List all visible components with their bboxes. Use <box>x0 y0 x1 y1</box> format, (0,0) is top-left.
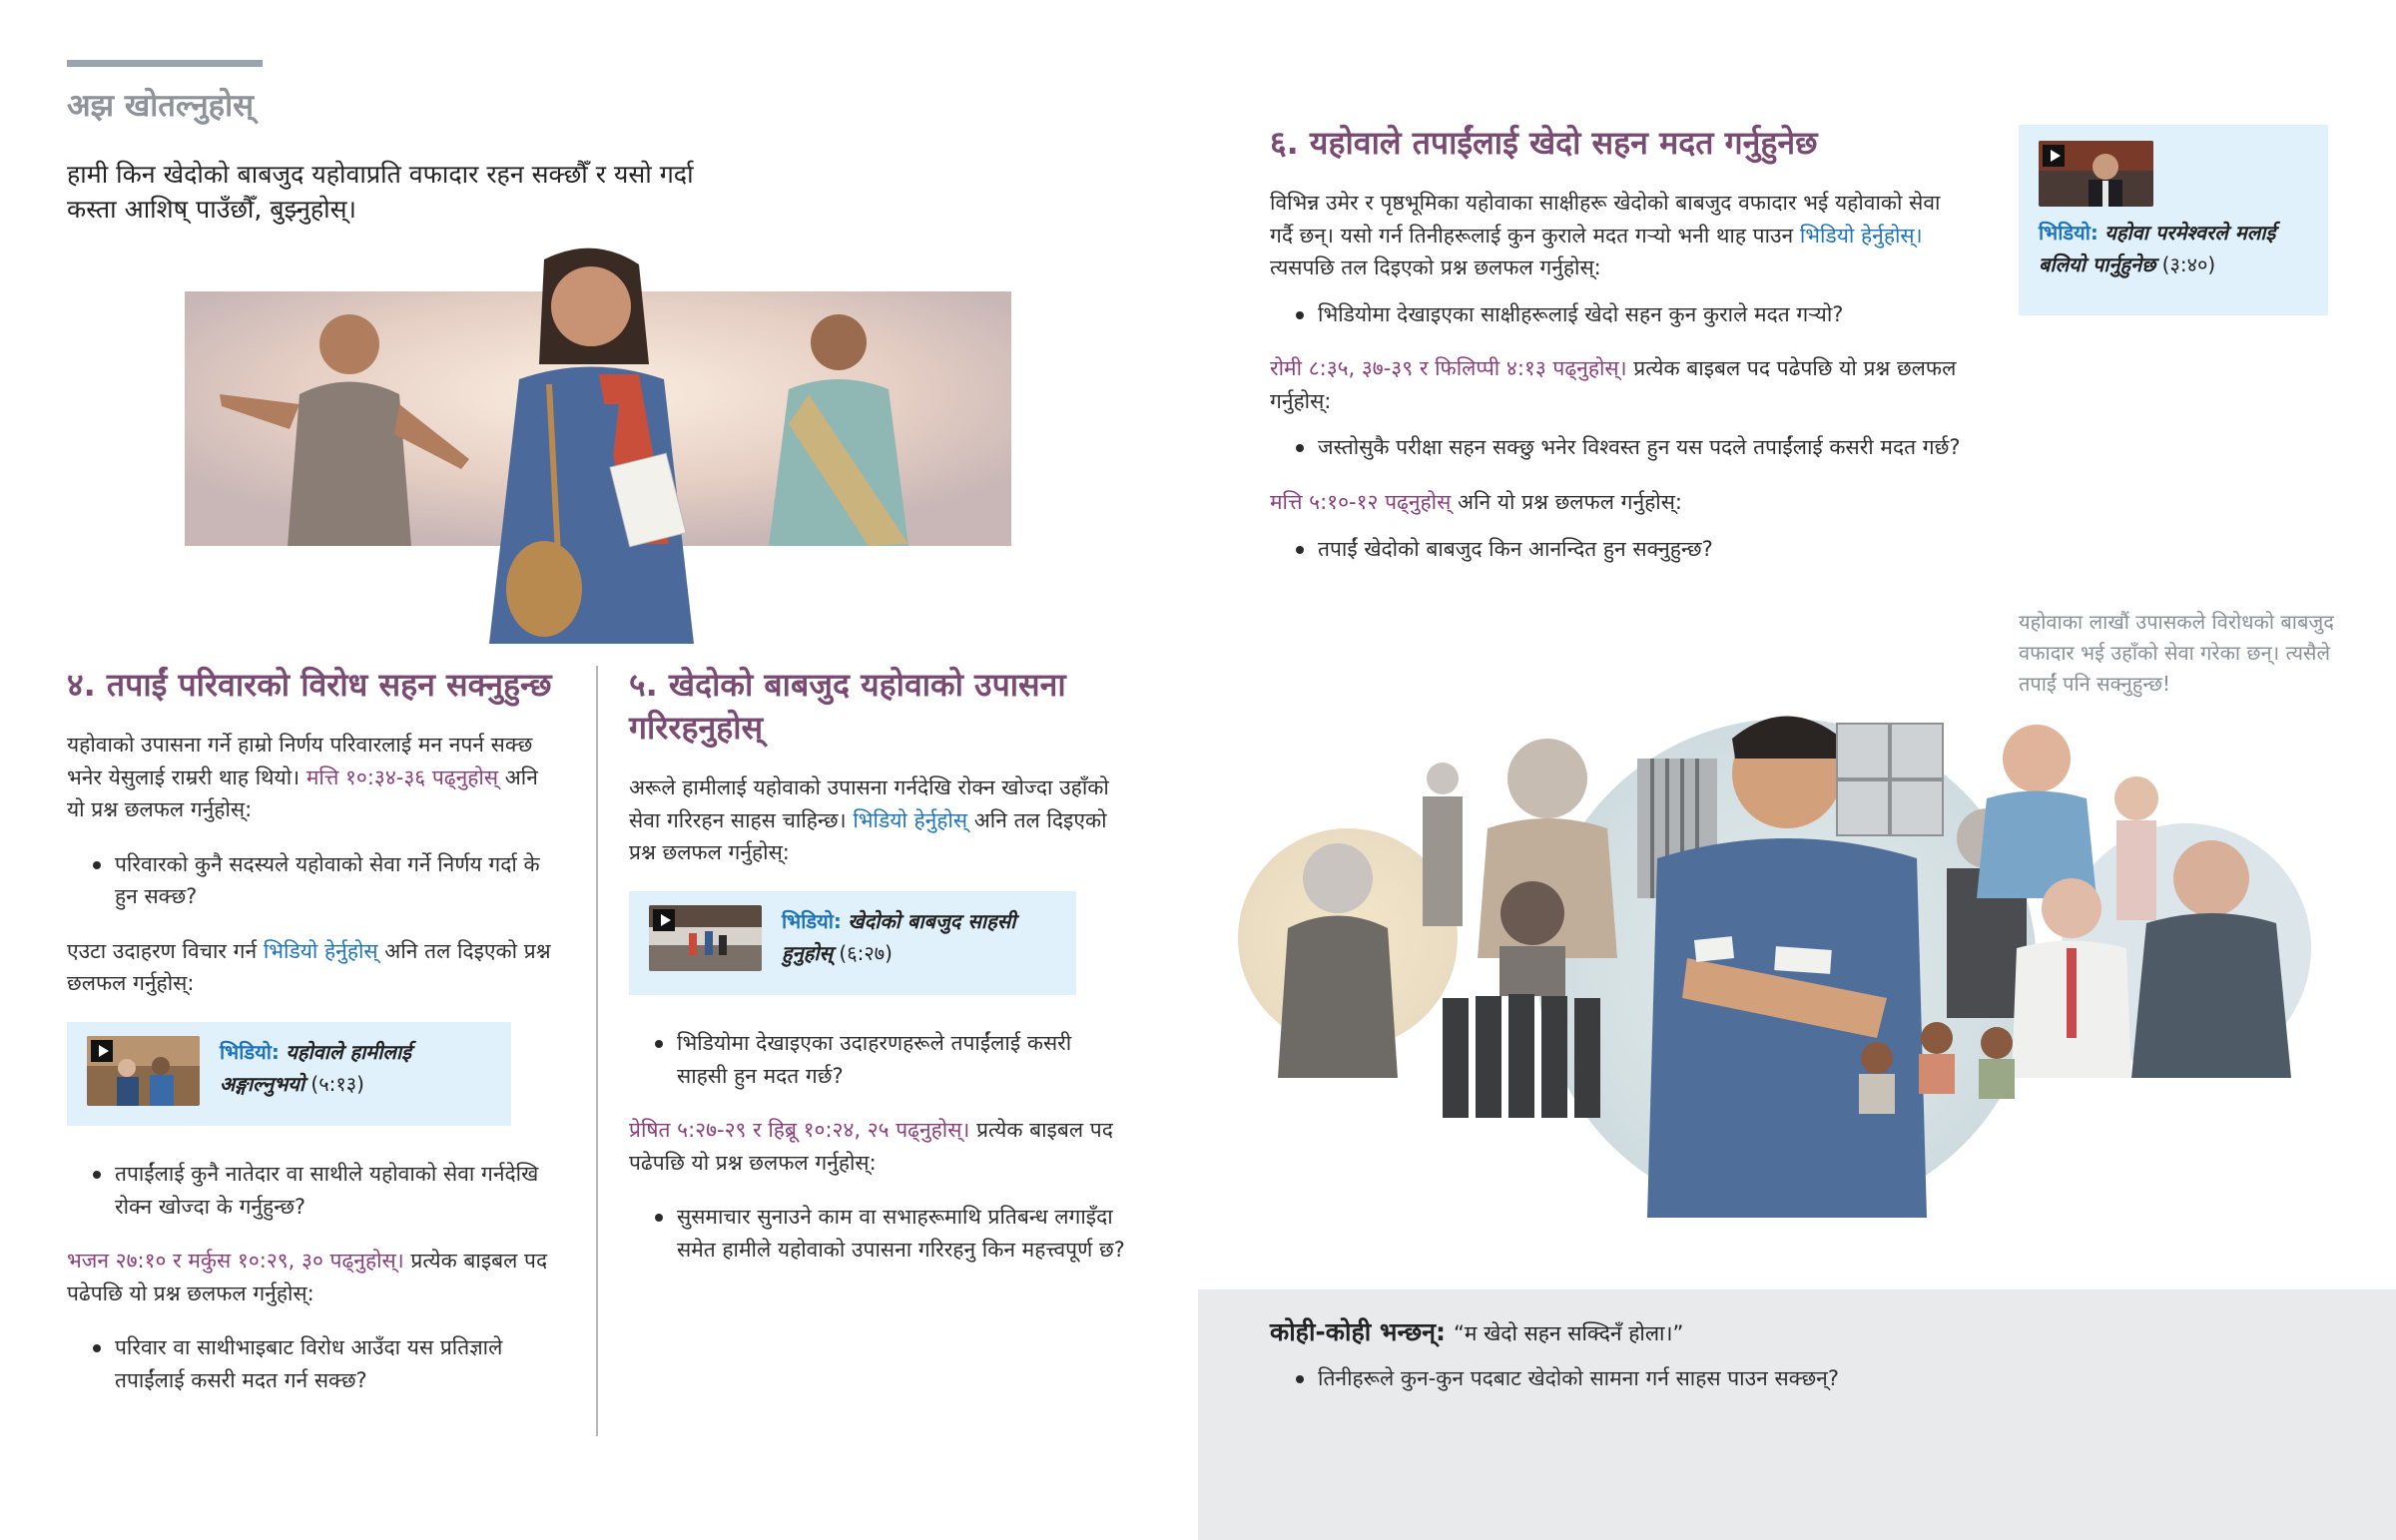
section-6-title: ६. यहोवाले तपाईंलाई खेदो सहन मदत गर्नुहुनेछ <box>1270 124 1818 162</box>
question-item: जस्तोसुकै परीक्षा सहन सक्छु भनेर विश्वस्त हुन यस पदले तपाईंलाई कसरी मदत गर्छ? <box>1270 431 1969 464</box>
video-thumbnail[interactable] <box>87 1036 200 1106</box>
scripture-link[interactable]: मत्ति ५:१०-१२ पढ्नुहोस् <box>1270 490 1452 515</box>
play-icon[interactable] <box>91 1040 113 1062</box>
question-item: परिवार वा साथीभाइबाट विरोध आउँदा यस प्रतिज्ञाले तपाईंलाई कसरी मदत गर्न सक्छ? <box>67 1331 561 1396</box>
play-icon[interactable] <box>2043 145 2065 167</box>
objection-question-wrap <box>1270 1362 2268 1395</box>
section-5-paragraph-1: अरूले हामीलाई यहोवाको उपासना गर्नदेखि रोक्न खोज्दा उहाँको सेवा गरिरहन साहस चाहिन्छ। भिडियो हेर्नुहोस् अनि तल दिइएको प्रश्न छलफल गर्नुहोस्: <box>629 775 1109 865</box>
faithful-witnesses-collage <box>1228 699 2356 1218</box>
video-label: भिडियो: <box>782 909 842 934</box>
question-item: तपाईंलाई कुनै नातेदार वा साथीले यहोवाको सेवा गर्नदेखि रोक्न खोज्दा के गर्नुहुन्छ? <box>67 1158 561 1223</box>
section-5 <box>629 664 1128 1266</box>
section-kicker: अझ खोतल्नुहोस् <box>67 88 255 124</box>
section-6 <box>1270 122 1969 565</box>
section-5-paragraph-2: प्रेषित ५:२७-२९ र हिब्रू १०:२४, २५ पढ्नुहोस्। प्रत्येक बाइबल पद पढेपछि यो प्रश्न छलफल गर्नुहोस्: <box>629 1118 1113 1175</box>
scripture-link[interactable]: प्रेषित ५:२७-२९ र हिब्रू १०:२४, २५ पढ्नुहोस्। <box>629 1118 970 1143</box>
scripture-link[interactable]: भजन २७:१० र मर्कुस १०:२९, ३० पढ्नुहोस्। <box>67 1249 404 1274</box>
question-item: भिडियोमा देखाइएका उदाहरणहरूले तपाईंलाई कसरी साहसी हुन मदत गर्छ? <box>629 1027 1128 1092</box>
video-duration: (६:२७) <box>839 941 893 966</box>
video-box[interactable] <box>67 1022 511 1126</box>
caption-note: यहोवाका लाखौं उपासकले विरोधको बाबजुद वफादार भई उहाँको सेवा गरेका छन्। त्यसैले तपाईं पनि सक्नुहुन्छ! <box>2019 610 2334 696</box>
section-5-title: ५. खेदोको बाबजुद यहोवाको उपासना गरिरहनुहोस् <box>629 666 1066 748</box>
question-item: भिडियोमा देखाइएका साक्षीहरूलाई खेदो सहन कुन कुराले मदत गऱ्यो? <box>1270 298 1969 331</box>
video-link[interactable]: भिडियो हेर्नुहोस् <box>263 938 378 963</box>
question-item: तिनीहरूले कुन-कुन पदबाट खेदोको सामना गर्न साहस पाउन सक्छन्? <box>1270 1362 2268 1395</box>
video-link[interactable]: भिडियो हेर्नुहोस् <box>853 807 968 832</box>
video-box[interactable] <box>629 891 1076 995</box>
video-title[interactable]: खेदोको बाबजुद साहसी हुनुहोस् <box>782 909 1016 966</box>
header-rule <box>67 60 263 67</box>
section-4-title: ४. तपाईं परिवारको विरोध सहन सक्नुहुन्छ <box>67 666 552 704</box>
section-6-paragraph-1: विभिन्न उमेर र पृष्ठभूमिका यहोवाका साक्षीहरू खेदोको बाबजुद वफादार भई यहोवाको सेवा गर्दै छन्। यसो गर्न तिनीहरूलाई कुन कुराले मदत गऱ्यो भनी थाह पाउन भिडियो हेर्नुहोस्। त्यसपछि तल दिइएको प्रश्न छलफल गर्नुहोस्: <box>1270 191 1941 280</box>
objection-quote: “म खेदो सहन सक्दिनँ होला।” <box>1454 1321 1684 1345</box>
video-label: भिडियो: <box>2039 221 2098 245</box>
section-4-paragraph-1: यहोवाको उपासना गर्ने हाम्रो निर्णय परिवारलाई मन नपर्न सक्छ भनेर येसुलाई राम्ररी थाह थियो। मत्ति १०:३४-३६ पढ्नुहोस् अनि यो प्रश्न छलफल गर्नुहोस्: <box>67 733 538 822</box>
objection-label: कोही-कोही भन्छन्: <box>1270 1317 1447 1346</box>
video-thumbnail[interactable] <box>649 905 762 971</box>
video-title[interactable]: यहोवाले हामीलाई अङ्गाल्नुभयो <box>220 1040 411 1097</box>
section-4-paragraph-3: भजन २७:१० र मर्कुस १०:२९, ३० पढ्नुहोस्। प्रत्येक बाइबल पद पढेपछि यो प्रश्न छलफल गर्नुहोस्: <box>67 1249 548 1305</box>
question-item: परिवारको कुनै सदस्यले यहोवाको सेवा गर्ने निर्णय गर्दा के हुन सक्छ? <box>67 848 561 913</box>
section-6-paragraph-3: मत्ति ५:१०-१२ पढ्नुहोस् अनि यो प्रश्न छलफल गर्नुहोस्: <box>1270 490 1682 515</box>
video-title[interactable]: यहोवा परमेश्वरले मलाई बलियो पार्नुहुनेछ <box>2039 221 2276 276</box>
video-link[interactable]: भिडियो हेर्नुहोस्। <box>1799 223 1923 248</box>
scripture-link[interactable]: मत्ति १०:३४-३६ पढ्नुहोस् <box>305 765 499 789</box>
column-divider <box>596 666 598 1436</box>
question-item: सुसमाचार सुनाउने काम वा सभाहरूमाथि प्रतिबन्ध लगाइँदा समेत हामीले यहोवाको उपासना गरिरहनु किन महत्त्वपूर्ण छ? <box>629 1201 1128 1266</box>
scripture-link[interactable]: रोमी ८:३५, ३७-३९ र फिलिप्पी ४:१३ पढ्नुहोस्। <box>1270 356 1627 381</box>
video-label: भिडियो: <box>220 1040 280 1065</box>
section-4 <box>67 664 561 1396</box>
question-item: तपाईं खेदोको बाबजुद किन आनन्दित हुन सक्नुहुन्छ? <box>1270 533 1969 566</box>
video-box[interactable] <box>2019 125 2328 315</box>
video-duration: (५:१३) <box>310 1072 364 1097</box>
video-thumbnail[interactable] <box>2039 141 2153 207</box>
intro-text: हामी किन खेदोको बाबजुद यहोवाप्रति वफादार रहन सक्छौँ र यसो गर्दा कस्ता आशिष् पाउँछौँ, बुझ्नुहोस्। <box>67 160 694 224</box>
play-icon[interactable] <box>653 909 675 931</box>
objection-line <box>1270 1314 1683 1348</box>
section-4-paragraph-2: एउटा उदाहरण विचार गर्न भिडियो हेर्नुहोस् अनि तल दिइएको प्रश्न छलफल गर्नुहोस्: <box>67 938 551 996</box>
video-duration: (३:४०) <box>2161 253 2216 276</box>
section-6-paragraph-2: रोमी ८:३५, ३७-३९ र फिलिप्पी ४:१३ पढ्नुहोस्। प्रत्येक बाइबल पद पढेपछि यो प्रश्न छलफल गर्नुहोस्: <box>1270 356 1957 413</box>
family-opposition-illustration <box>150 245 1028 644</box>
